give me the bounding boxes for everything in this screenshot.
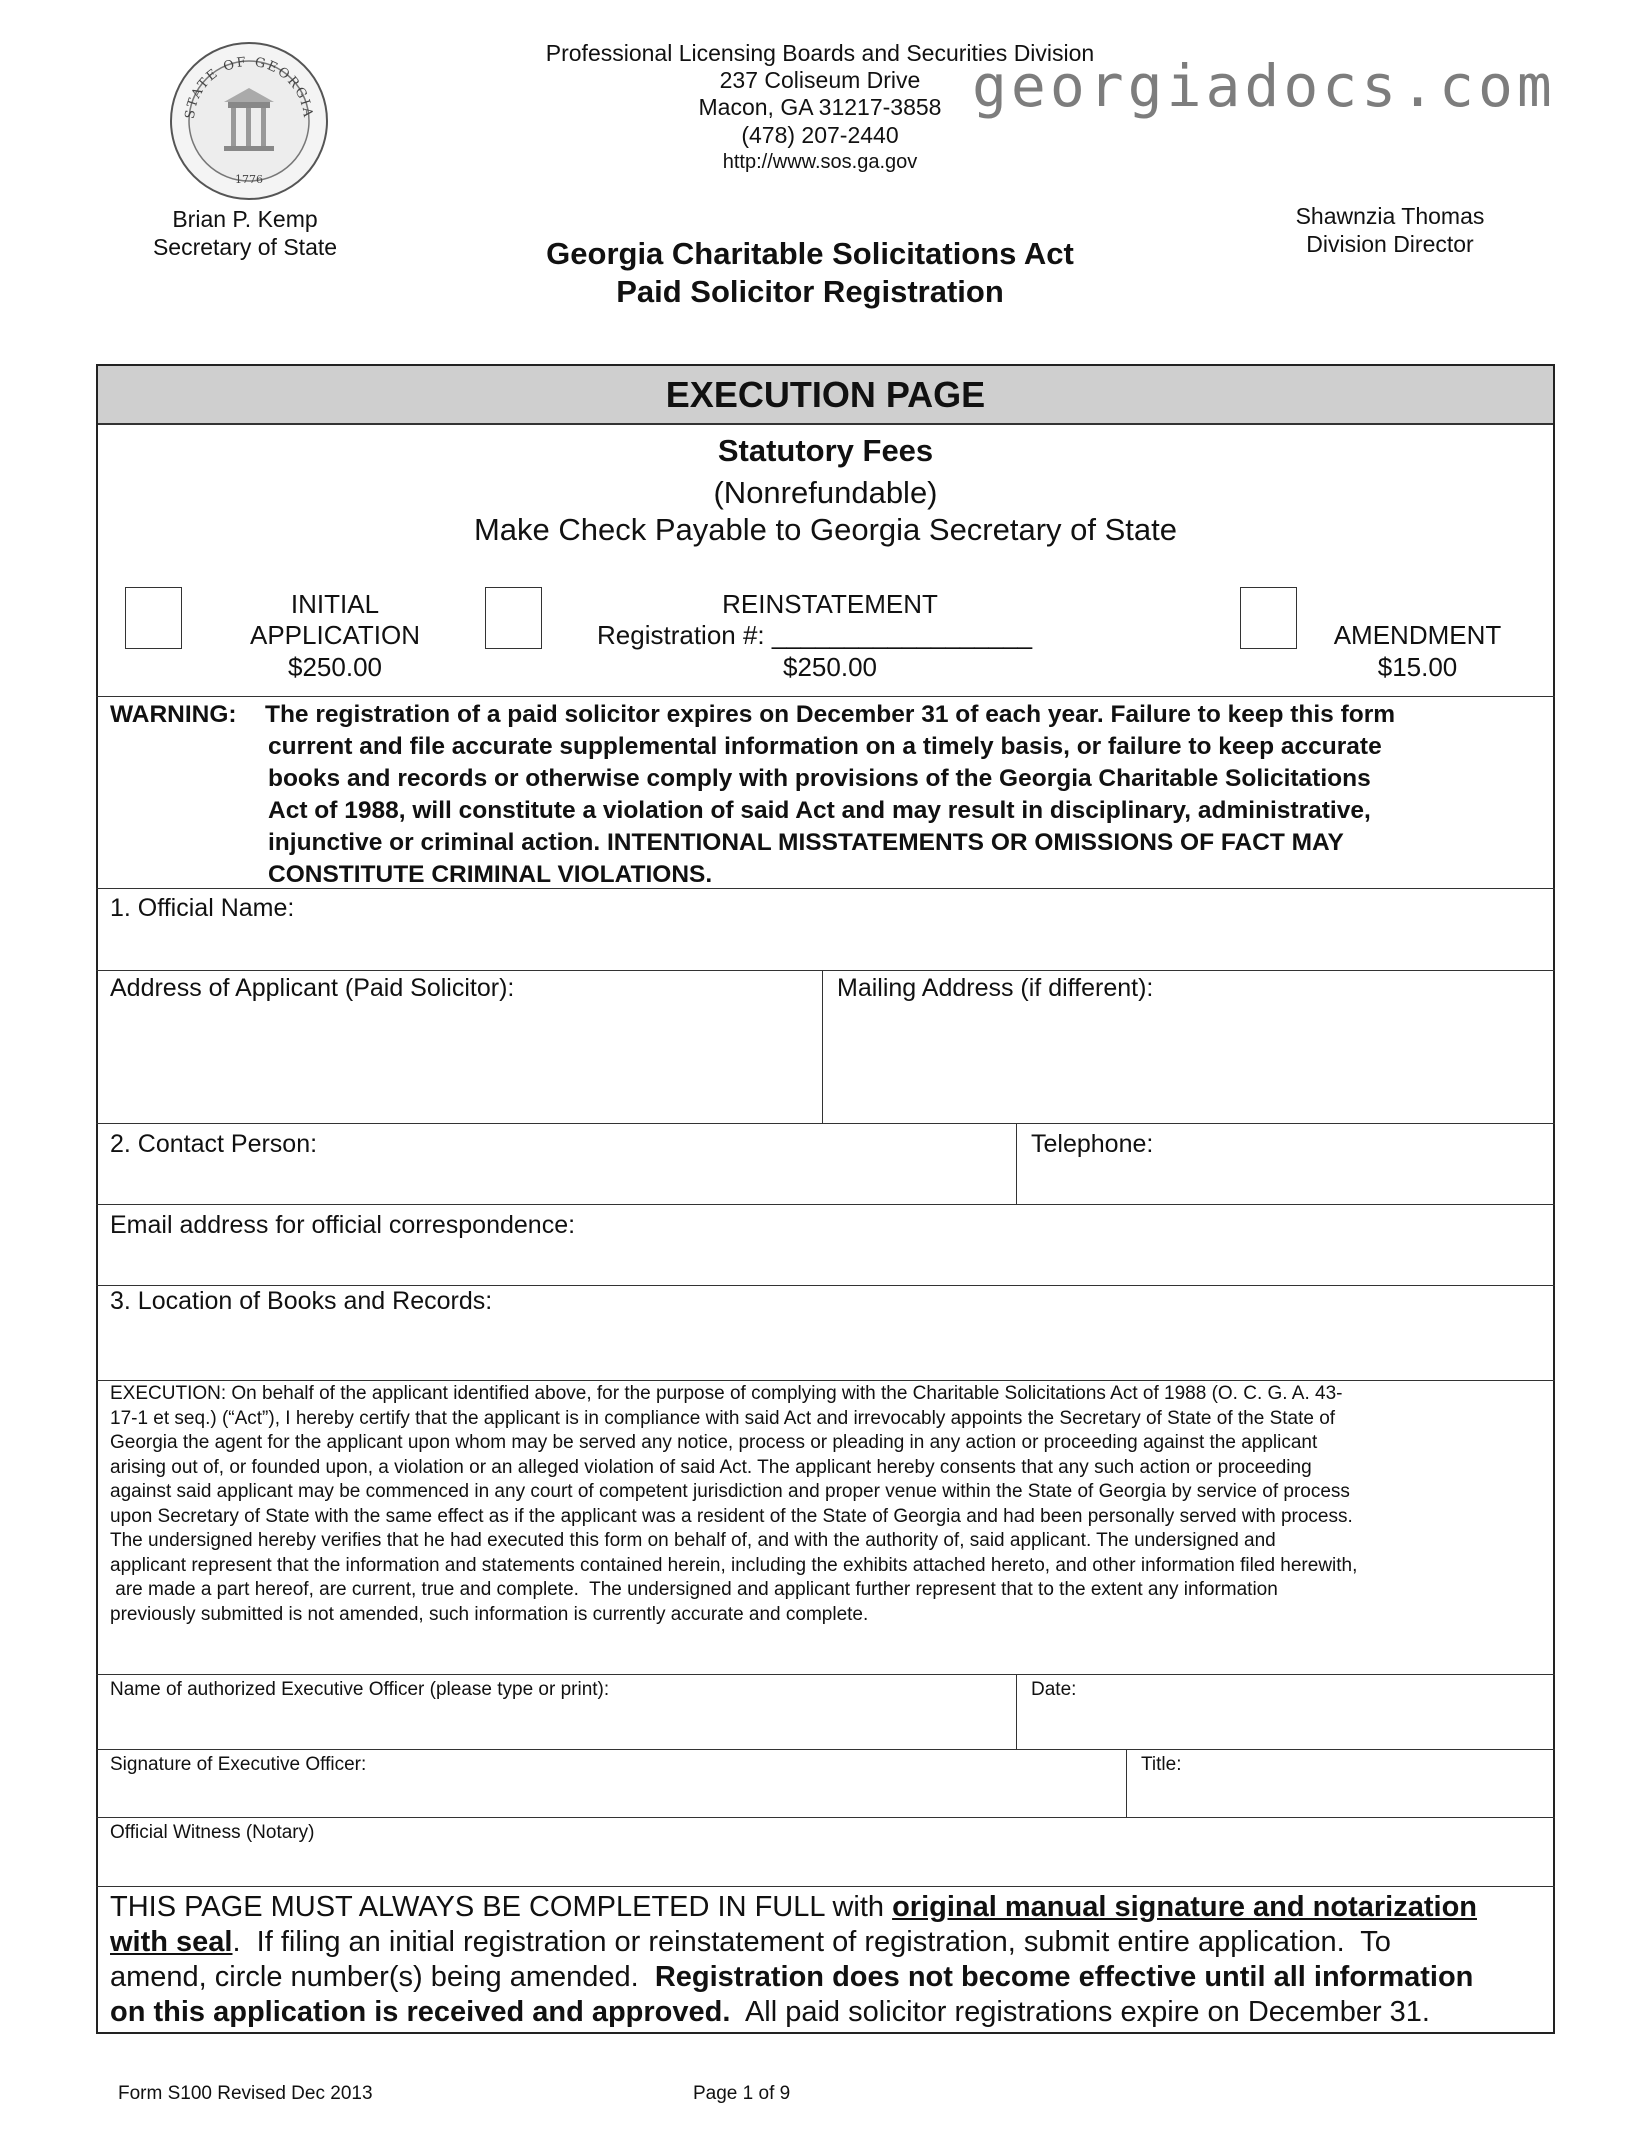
notary-witness-field[interactable]: Official Witness (Notary): [110, 1822, 315, 1843]
execution-statement: [110, 1382, 1550, 1627]
registration-number-field[interactable]: Registration #: __________________: [597, 620, 1033, 650]
payable-note: Make Check Payable to Georgia Secretary of State: [473, 512, 1178, 547]
final-notice-emphasis-2: with seal: [110, 1926, 233, 1958]
amendment-checkbox[interactable]: [1240, 587, 1297, 649]
statement-line: applicant represent that the information and statements contained herein, including the exhibits attached hereto, and other information filed herewith,: [110, 1554, 1358, 1576]
form-subtitle: Paid Solicitor Registration: [616, 274, 1004, 309]
mailing-address-field[interactable]: Mailing Address (if different):: [837, 974, 1154, 1002]
final-notice: [110, 1890, 1550, 2030]
street-address: 237 Coliseum Drive: [719, 67, 921, 93]
email-field[interactable]: Email address for official correspondence:: [110, 1211, 576, 1239]
fees-heading: Statutory Fees: [717, 433, 934, 468]
svg-text:1776: 1776: [235, 173, 263, 186]
warning-line4: Act of 1988, will constitute a violation of said Act and may result in disciplinary, administrative,: [268, 797, 1371, 824]
final-notice-line2: . If filing an initial registration or reinstatement of registration, submit entire application. To: [232, 1926, 1391, 1958]
statement-line: arising out of, or founded upon, a violation or an alleged violation of said Act. The applicant hereby consents that any such action or proceeding: [110, 1456, 1312, 1478]
final-notice-line4: All paid solicitor registrations expire on December 31.: [730, 1996, 1430, 2028]
amendment-fee: $15.00: [1377, 652, 1458, 682]
website-link[interactable]: http://www.sos.ga.gov: [722, 151, 918, 173]
statement-line: previously submitted is not amended, such information is currently accurate and complete.: [110, 1603, 869, 1625]
city-address: Macon, GA 31217-3858: [698, 94, 942, 120]
svg-text:STATE OF GEORGIA: STATE OF GEORGIA: [182, 54, 316, 120]
statement-line: are made a part hereof, are current, true and complete. The undersigned and applicant further represent that to the extent any information: [110, 1579, 1278, 1600]
final-notice-line3-bold: Registration does not become effective until all information: [654, 1961, 1474, 1993]
warning-line6: CONSTITUTE CRIMINAL VIOLATIONS.: [268, 861, 713, 888]
warning-line3: books and records or otherwise comply with provisions of the Georgia Charitable Solicitations: [268, 765, 1371, 792]
officer-signature-field[interactable]: Signature of Executive Officer:: [110, 1754, 367, 1775]
initial-application-checkbox[interactable]: [125, 587, 182, 649]
amendment-label: AMENDMENT: [1333, 620, 1502, 650]
statement-line: Georgia the agent for the applicant upon whom may be served any notice, process or pleading in any action or proceeding against the applicant: [110, 1432, 1318, 1453]
form-title: Georgia Charitable Solicitations Act: [546, 236, 1074, 271]
final-notice-lead: THIS PAGE MUST ALWAYS BE COMPLETED IN FULL with: [110, 1891, 893, 1923]
state-seal-icon: [168, 40, 330, 202]
official-name-field[interactable]: 1. Official Name:: [110, 894, 295, 922]
execution-band: [98, 366, 1553, 425]
secretary-title: Secretary of State: [152, 234, 338, 260]
title-field[interactable]: Title:: [1141, 1754, 1182, 1775]
initial-line2: APPLICATION: [249, 620, 420, 650]
applicant-address-field[interactable]: Address of Applicant (Paid Solicitor):: [110, 974, 515, 1002]
reinstatement-fee: $250.00: [783, 652, 877, 682]
nonrefundable-note: (Nonrefundable): [713, 475, 938, 510]
contact-person-field[interactable]: 2. Contact Person:: [110, 1130, 318, 1158]
statement-line: 17-1 et seq.) (“Act”), I hereby certify that the applicant is in compliance with said Act and irrevocably appoints the Secretary of State of the State of: [110, 1407, 1336, 1429]
watermark: georgiadocs.com: [972, 52, 1556, 120]
books-location-field[interactable]: 3. Location of Books and Records:: [110, 1287, 493, 1315]
telephone-field[interactable]: Telephone:: [1031, 1130, 1154, 1158]
reinstatement-line1: REINSTATEMENT: [722, 589, 938, 619]
final-notice-line3: amend, circle number(s) being amended.: [110, 1961, 655, 1993]
director-name: Shawnzia Thomas: [1295, 203, 1485, 229]
final-notice-emphasis-1: original manual signature and notarization: [892, 1891, 1477, 1923]
execution-heading: EXECUTION PAGE: [665, 374, 986, 415]
statement-line: upon Secretary of State with the same effect as if the applicant was a resident of the State of Georgia and had been personally served with process.: [110, 1505, 1353, 1527]
page-number: Page 1 of 9: [693, 2083, 791, 2104]
date-field[interactable]: Date:: [1031, 1679, 1077, 1700]
initial-fee: $250.00: [288, 652, 382, 682]
statement-line: against said applicant may be commenced in any court of competent jurisdiction and proper venue within the State of Georgia by service of process: [110, 1481, 1350, 1502]
director-title: Division Director: [1306, 231, 1474, 257]
warning-line2: current and file accurate supplemental information on a timely basis, or failure to keep accurate: [268, 733, 1382, 760]
reinstatement-checkbox[interactable]: [485, 587, 542, 649]
warning-label: WARNING:: [110, 701, 237, 728]
warning-line5: injunctive or criminal action. INTENTIONAL MISSTATEMENTS OR OMISSIONS OF FACT MAY: [268, 829, 1344, 856]
division-name: Professional Licensing Boards and Securities Division: [545, 40, 1095, 66]
warning-line1: The registration of a paid solicitor expires on December 31 of each year. Failure to keep this form: [265, 701, 1396, 728]
form-id: Form S100 Revised Dec 2013: [118, 2083, 373, 2104]
initial-line1: INITIAL: [290, 589, 380, 619]
statement-line: EXECUTION: On behalf of the applicant identified above, for the purpose of complying with the Charitable Solicitations Act of 1988 (O. C. G. A. 43-: [110, 1383, 1343, 1404]
final-notice-line4-bold: on this application is received and approved.: [110, 1996, 731, 2028]
secretary-name: Brian P. Kemp: [172, 206, 318, 232]
officer-name-field[interactable]: Name of authorized Executive Officer (please type or print):: [110, 1679, 610, 1700]
phone-number: (478) 207-2440: [741, 122, 899, 148]
statement-line: The undersigned hereby verifies that he had executed this form on behalf of, and with the authority of, said applicant. The undersigned and: [110, 1530, 1276, 1551]
